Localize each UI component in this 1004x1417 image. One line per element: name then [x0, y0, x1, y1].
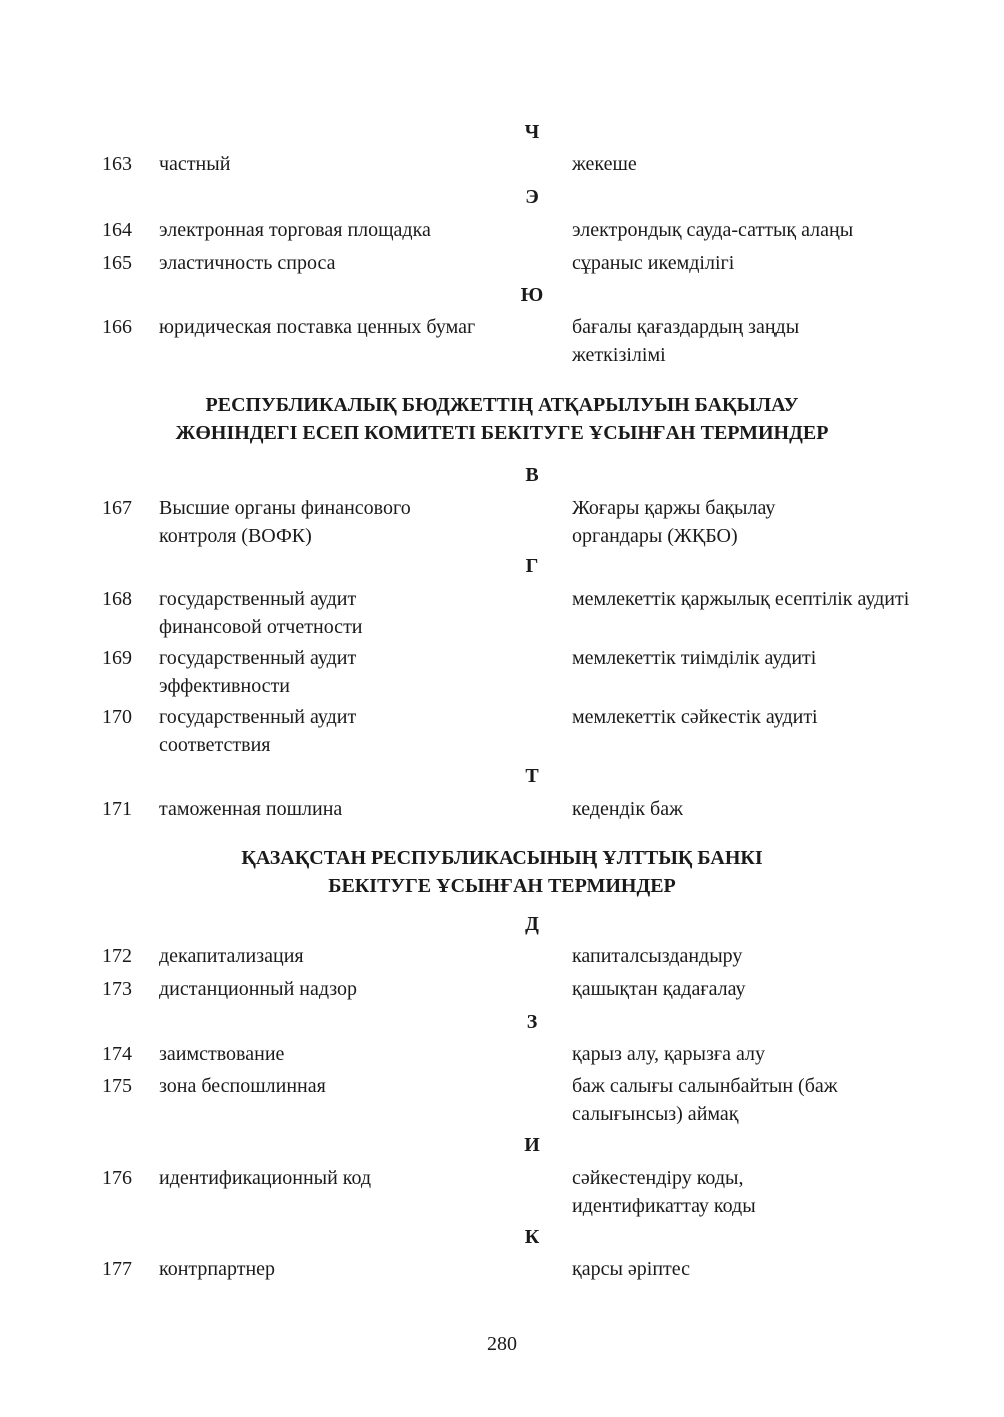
term-number: 166 — [102, 316, 132, 338]
section-heading-line: БЕКІТУГЕ ҰСЫНҒАН ТЕРМИНДЕР — [328, 875, 676, 897]
term-number: 174 — [102, 1043, 132, 1065]
section-heading-line: ҚАЗАҚСТАН РЕСПУБЛИКАСЫНЫҢ ҰЛТТЫҚ БАНКІ — [241, 847, 763, 869]
term-russian: государственный аудит финансовой отчетности — [159, 588, 363, 638]
section-heading-line: РЕСПУБЛИКАЛЫҚ БЮДЖЕТТІҢ АТҚАРЫЛУЫН БАҚЫЛАУ — [205, 394, 799, 416]
section-heading — [0, 391, 1004, 447]
term-number: 177 — [102, 1258, 132, 1280]
term-kazakh: қарыз алу, қарызға алу — [572, 1043, 766, 1065]
term-russian: электронная торговая площадка — [159, 219, 431, 241]
term-kazakh: қашықтан қадағалау — [572, 978, 746, 1000]
letter-heading-che: Ч — [524, 121, 540, 143]
term-russian: государственный аудит эффективности — [159, 647, 357, 697]
term-number: 175 — [102, 1075, 132, 1097]
letter-heading-ve: В — [525, 464, 539, 486]
letter-heading-ka: К — [524, 1226, 540, 1248]
term-russian: частный — [159, 153, 231, 175]
term-russian: заимствование — [159, 1043, 285, 1065]
letter-heading-i: И — [524, 1134, 540, 1156]
term-russian: контрпартнер — [159, 1258, 276, 1280]
term-number: 176 — [102, 1167, 132, 1189]
term-number: 169 — [102, 647, 132, 669]
term-russian: государственный аудит соответствия — [159, 706, 357, 756]
term-russian: эластичность спроса — [159, 252, 336, 274]
letter-heading-yu: Ю — [520, 284, 544, 306]
term-number: 167 — [102, 497, 132, 519]
term-kazakh: мемлекеттік қаржылық есептілік аудиті — [572, 588, 910, 610]
term-number: 164 — [102, 219, 132, 241]
letter-heading-de: Д — [525, 913, 539, 935]
term-kazakh: электрондық сауда-саттық алаңы — [572, 219, 854, 241]
letter-heading-ze: З — [526, 1011, 538, 1033]
term-russian: Высшие органы финансового контроля (ВОФК) — [159, 497, 411, 547]
term-number: 171 — [102, 798, 132, 820]
term-kazakh: баж салығы салынбайтын (баж салығынсыз) аймақ — [572, 1075, 838, 1125]
term-kazakh: сұраныс икемділігі — [572, 252, 735, 274]
term-russian: идентификационный код — [159, 1167, 372, 1189]
letter-heading-e: Э — [525, 186, 539, 208]
term-kazakh: мемлекеттік тиімділік аудиті — [572, 647, 817, 669]
term-kazakh: жекеше — [572, 153, 637, 175]
section-heading-line: ЖӨНІНДЕГІ ЕСЕП КОМИТЕТІ БЕКІТУГЕ ҰСЫНҒАН ТЕРМИНДЕР — [175, 422, 829, 444]
term-russian: декапитализация — [159, 945, 304, 967]
section-heading — [0, 844, 1004, 900]
term-russian: юридическая поставка ценных бумаг — [159, 316, 476, 338]
term-kazakh: кедендік баж — [572, 798, 683, 820]
term-kazakh: Жоғары қаржы бақылау органдары (ЖҚБО) — [572, 497, 776, 547]
letter-heading-te: Т — [525, 765, 539, 787]
term-russian: дистанционный надзор — [159, 978, 358, 1000]
page-number: 280 — [487, 1333, 517, 1355]
term-kazakh: мемлекеттік сәйкестік аудиті — [572, 706, 818, 728]
term-kazakh: сәйкестендіру коды, идентификаттау коды — [572, 1167, 756, 1217]
term-number: 165 — [102, 252, 132, 274]
term-number: 172 — [102, 945, 132, 967]
term-russian: зона беспошлинная — [159, 1075, 326, 1097]
term-kazakh: капиталсыздандыру — [572, 945, 743, 967]
term-russian: таможенная пошлина — [159, 798, 343, 820]
term-number: 173 — [102, 978, 132, 1000]
term-kazakh: бағалы қағаздардың заңды жеткізілімі — [572, 316, 800, 366]
term-kazakh: қарсы әріптес — [572, 1258, 691, 1280]
term-number: 168 — [102, 588, 132, 610]
term-number: 170 — [102, 706, 132, 728]
letter-heading-ge: Г — [525, 555, 539, 577]
term-number: 163 — [102, 153, 132, 175]
